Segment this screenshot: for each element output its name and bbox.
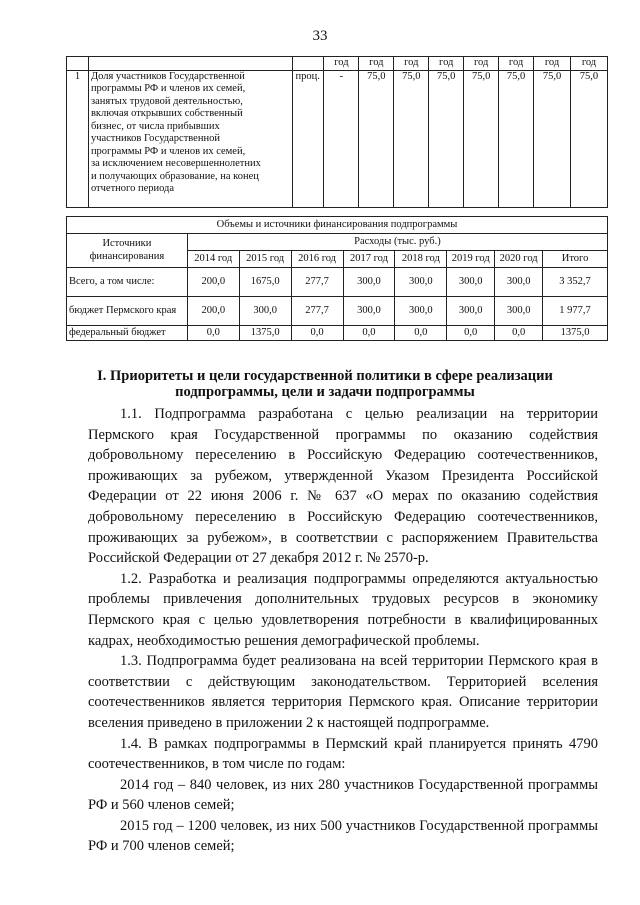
- indicator-value: 75,0: [499, 70, 534, 207]
- finance-cell: 0,0: [291, 326, 343, 341]
- year-header: год: [464, 57, 499, 71]
- finance-cell: 300,0: [343, 268, 395, 297]
- year-header: год: [499, 57, 534, 71]
- finance-row-label: Всего, а том числе:: [67, 268, 188, 297]
- column-header: 2018 год: [395, 251, 447, 268]
- finance-cell: 0,0: [343, 326, 395, 341]
- indicator-line: и получающих образование, на конец: [90, 170, 259, 182]
- body-text: [88, 404, 598, 857]
- finance-cell: 0,0: [447, 326, 495, 341]
- paragraph: 1.2. Разработка и реализация подпрограммы определяются актуальностью проблемы привлечения дополнительных трудовых ресурсов в экономику Пермского края с целью удовлетворения потребности в квалифицированных кадрах, необходимостью решения демографической проблемы.: [88, 570, 598, 649]
- finance-cell: 277,7: [291, 268, 343, 297]
- indicator-value: 75,0: [429, 70, 464, 207]
- finance-cell: 300,0: [447, 297, 495, 326]
- year-header: год: [570, 57, 607, 71]
- column-header: 2014 год: [187, 251, 239, 268]
- year-header-row: [67, 57, 608, 71]
- section-title: I. Приоритеты и цели государственной политики в сфере реализации подпрограммы, цели и задачи подпрограммы: [97, 368, 553, 400]
- year-header: год: [394, 57, 429, 71]
- year-header: год: [534, 57, 571, 71]
- indicator-line: программы РФ и членов их семей,: [90, 145, 246, 157]
- paragraph: 1.1. Подпрограмма разработана с целью реализации на территории Пермского края Государственной программы по оказанию содействия добровольному переселению в Российскую Федерацию соотечественников, проживающих за рубежом, утвержденной Указом Президента Российской Федерации от 22 июня 2006 г. № 637 «О мерах по оказанию содействия добровольному переселению в Российскую Федерацию соотечественников, проживающих за рубежом», в соответствии с распоряжением Правительства Российской Федерации от 27 декабря 2012 г. № 2570-р.: [88, 406, 598, 567]
- indicator-line: бизнес, от числа прибывших: [90, 120, 220, 132]
- column-header: 2017 год: [343, 251, 395, 268]
- finance-cell: 1 977,7: [543, 297, 608, 326]
- finance-cell: 1375,0: [239, 326, 291, 341]
- column-header: 2019 год: [447, 251, 495, 268]
- finance-cell: 0,0: [395, 326, 447, 341]
- sources-header: Источники финансирования: [67, 234, 188, 268]
- column-header: 2020 год: [495, 251, 543, 268]
- finance-header-row: [67, 234, 608, 251]
- finance-row-federal: [67, 326, 608, 341]
- page-number: 33: [312, 28, 328, 44]
- indicator-line: за исключением несовершеннолетних: [90, 158, 261, 169]
- finance-row-regional: [67, 297, 608, 326]
- finance-cell: 1675,0: [239, 268, 291, 297]
- finance-cell: 300,0: [447, 268, 495, 297]
- indicator-line: занятых трудовой деятельностью,: [90, 95, 243, 107]
- indicator-value: 75,0: [359, 70, 394, 207]
- finance-cell: 277,7: [291, 297, 343, 326]
- indicator-line: программы РФ и членов их семей,: [90, 83, 246, 94]
- finance-cell: 0,0: [495, 326, 543, 341]
- finance-cell: 300,0: [495, 268, 543, 297]
- finance-title: Объемы и источники финансирования подпрограммы: [67, 217, 608, 234]
- finance-cell: 300,0: [395, 268, 447, 297]
- column-header: 2015 год: [239, 251, 291, 268]
- indicator-line: включая открывших собственный: [90, 108, 243, 119]
- column-header: Итого: [543, 251, 608, 268]
- finance-title-row: [67, 217, 608, 234]
- finance-row-total: [67, 268, 608, 297]
- unit: проц.: [293, 70, 324, 207]
- paragraph: 2015 год – 1200 человек, из них 500 участников Государственной программы РФ и 700 членов семей;: [88, 817, 598, 855]
- year-header: год: [324, 57, 359, 71]
- expenses-header: Расходы (тыс. руб.): [187, 234, 607, 251]
- finance-cell: 200,0: [187, 268, 239, 297]
- indicator-value: 75,0: [534, 70, 571, 207]
- finance-cell: 1375,0: [543, 326, 608, 341]
- finance-row-label: бюджет Пермского края: [67, 297, 188, 326]
- indicator-value: 75,0: [464, 70, 499, 207]
- paragraph: 1.4. В рамках подпрограммы в Пермский край планируется принять 4790 соотечественников, в том числе по годам:: [88, 735, 598, 773]
- finance-cell: 300,0: [343, 297, 395, 326]
- indicator-value: -: [324, 70, 359, 207]
- finance-cell: 300,0: [395, 297, 447, 326]
- year-header: год: [429, 57, 464, 71]
- indicator-table: [66, 56, 608, 208]
- indicator-row: [67, 70, 608, 207]
- indicator-name: [88, 70, 293, 207]
- finance-cell: 300,0: [495, 297, 543, 326]
- finance-cell: 3 352,7: [543, 268, 608, 297]
- indicator-line: отчетного периода: [90, 183, 175, 194]
- indicator-line: участников Государственной: [90, 133, 220, 144]
- finance-table: [66, 216, 608, 341]
- paragraph: 1.3. Подпрограмма будет реализована на всей территории Пермского края в соответствии с действующим законодательством. Территорией вселения соотечественников является территория Пермского края. Описание территории вселения приведено в приложении 2 к настоящей подпрограмме.: [88, 653, 598, 731]
- finance-cell: 300,0: [239, 297, 291, 326]
- paragraph: 2014 год – 840 человек, из них 280 участников Государственной программы РФ и 560 членов семей;: [88, 776, 598, 814]
- finance-cell: 0,0: [187, 326, 239, 341]
- column-header: 2016 год: [291, 251, 343, 268]
- finance-row-label: федеральный бюджет: [67, 326, 188, 341]
- indicator-line: Доля участников Государственной: [90, 70, 245, 82]
- row-number: 1: [67, 70, 89, 207]
- indicator-value: 75,0: [570, 70, 607, 207]
- indicator-value: 75,0: [394, 70, 429, 207]
- year-header: год: [359, 57, 394, 71]
- finance-cell: 200,0: [187, 297, 239, 326]
